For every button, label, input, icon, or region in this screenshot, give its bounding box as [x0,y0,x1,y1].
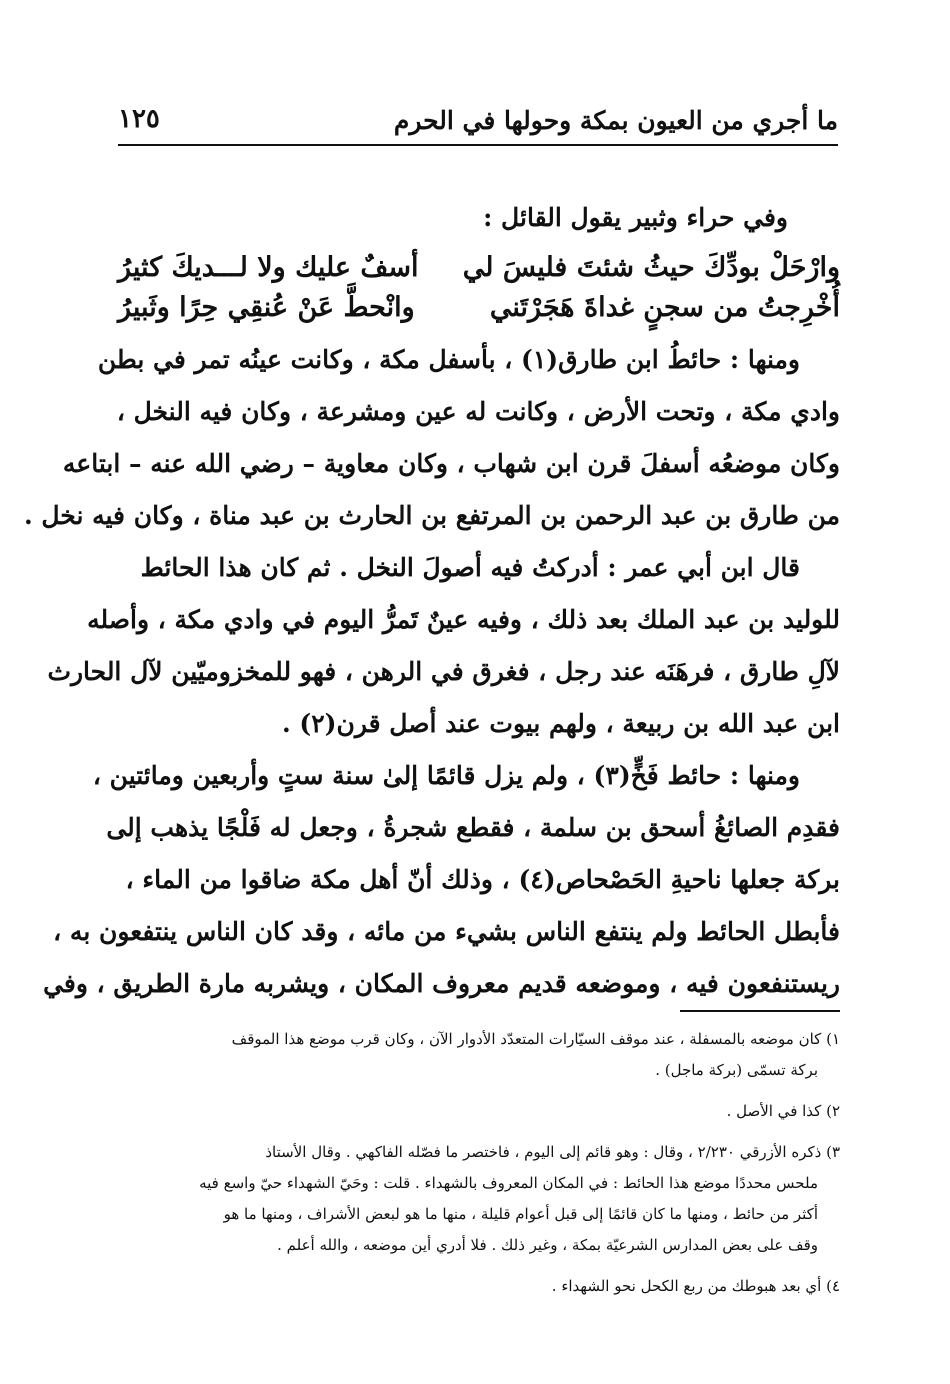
text-line: وكان موضعُه أسفلَ قرن ابن شهاب ، وكان معاوية – رضي الله عنه – ابتاعه [62,449,840,478]
text-line: للوليد بن عبد الملك بعد ذلك ، وفيه عينٌ تَمرُّ اليوم في وادي مكة ، وأصله [87,605,840,634]
verse-line [118,248,840,288]
text-line: فأبطل الحائط ولم ينتفع الناس بشيء من مائه ، وقد كان الناس ينتفعون به ، [53,917,840,946]
text-line: قال ابن أبي عمر : أدركتُ فيه أصولَ النخل . ثم كان هذا الحائط [140,553,800,582]
running-title: ما أجري من العيون بمكة وحولها في الحرم [393,106,838,135]
footnotes [118,1024,840,1312]
verse-first-hemistich: وارْحَلْ بودِّكَ حيثُ شئتَ فليسَ لي [462,252,840,283]
paragraph-ibn-tariq [23,334,840,542]
footnote-4 [118,1271,840,1302]
paragraph-fakh [43,750,840,1010]
text-line: وادي مكة ، وتحت الأرض ، وكانت له عين ومشرعة ، وكان فيه النخل ، [116,397,840,426]
text-line: من طارق بن عبد الرحمن بن المرتفع بن الحارث بن عبد مناة ، وكان فيه نخل . [23,501,840,530]
text-line: بركة جعلها ناحيةِ الحَصْحاص(٤) ، وذلك أنّ أهل مكة ضاقوا من الماء ، [125,865,840,894]
footnote-line: ملحس محددًا موضع هذا الحائط : في المكان المعروف بالشهداء . قلت : وحَيّ الشهداء حيّ واسع فيه [199,1174,818,1192]
text-line: ومنها : حائطُ ابن طارق(١) ، بأسفل مكة ، وكانت عينُه تمر في بطن [97,345,800,374]
text-line: ابن عبد الله بن ربيعة ، ولهم بيوت عند أصل قرن(٢) . [281,709,840,738]
footnote-1 [118,1024,840,1086]
footnote-line: أكثر من حائط ، ومنها ما كان قائمًا إلى قبل أعوام قليلة ، منها ما هو لبعض الأشراف ، ومنها ما هو [223,1205,818,1223]
page-number: ١٢٥ [118,104,160,134]
text-line: فقدِم الصائغُ أسحق بن سلمة ، فقطع شجرةُ ، وجعل له فَلْجًا يذهب إلى [106,813,840,842]
verse-second-hemistich: وانْحطَّ عَنْ عُنقِي حِرًا وثَبيرُ [118,292,415,323]
footnote-line: بركة تسمّى (بركة ماجل) . [655,1061,818,1079]
text-line: لآلِ طارق ، فرهَنَه عند رجل ، فغرق في الرهن ، فهو للمخزوميّين لآل الحارث [47,657,840,686]
text-line: ومنها : حائط فَخٍّ(٣) ، ولم يزل قائمًا إلىٰ سنة ستٍ وأربعين ومائتين ، [92,761,800,790]
footnote-3 [118,1137,840,1261]
verse-first-hemistich: أُخْرِجتُ من سجنٍ غداةَ هَجَرْتَني [489,292,840,323]
text-line: ريستنفعون فيه ، وموضعه قديم معروف المكان ، ويشربه مارة الطريق ، وفي [43,969,840,998]
footnote-line: ٤) أي بعد هبوطك من ربع الكحل نحو الشهداء . [551,1277,840,1295]
footnote-line: ٣) ذكره الأزرقي ٢/٢٣٠ ، وقال : وهو قائم إلى اليوم ، فاختصر ما فصّله الفاكهي . وقال الأستاذ [265,1143,840,1161]
verse-intro: وفي حراء وثبير يقول القائل : [483,203,788,232]
footnote-2 [118,1096,840,1127]
footnote-line: ١) كان موضعه بالمسفلة ، عند موقف السيّارات المتعدّد الأدوار الآن ، وكان قرب موضع هذا الموقف [231,1030,840,1048]
footnote-separator [680,1010,840,1012]
poem-verses [118,248,840,328]
main-text [23,192,840,1010]
paragraph-ibn-abi-umar [47,542,840,750]
verse-line [118,288,840,328]
page-header [118,100,838,146]
verse-second-hemistich: أسفٌ عليك ولا لـــديكَ كثيرُ [118,252,419,283]
footnote-line: وقف على بعض المدارس الشرعيّة بمكة ، وغير ذلك . فلا أدري أين موضعه ، والله أعلم . [277,1236,818,1254]
footnote-line: ٢) كذا في الأصل . [726,1102,840,1120]
